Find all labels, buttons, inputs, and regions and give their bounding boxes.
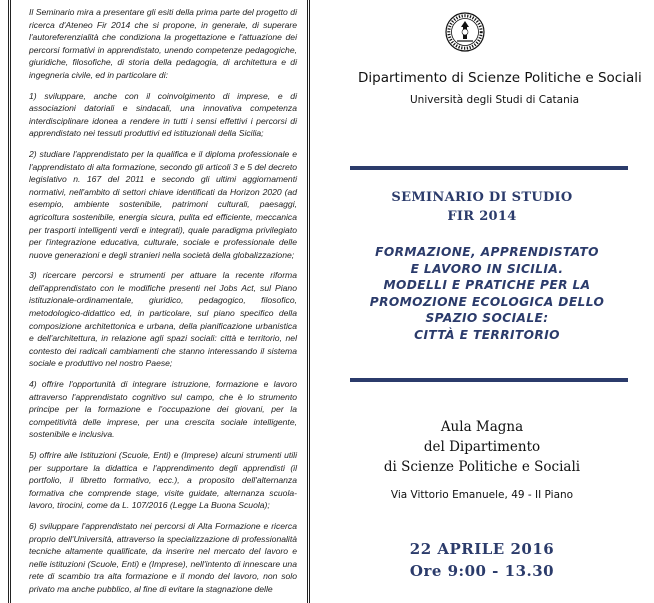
event-date: 22 APRILE 2016	[409, 540, 555, 558]
objective-2: 2) studiare l'apprendistato per la qualifica e il diploma professionale e l'apprendistato di alta formazione, secondo gli articoli 3 e 5 del decreto legislativo n. 167 del 2011 e secondo gli ultimi aggiornamenti normativi, nell'ambito di settori chiave identificati da Horizon 2020 (ad esempio, ambiente sostenibile, patrimoni culturali, paesaggi, agricoltura sostenibile, energia sicura, pulita ed efficiente, meccanica per trasporti intelligenti verdi e integrati), quale paradigma privilegiato per l'integrazione educativa, culturale, sociale e professionale delle nuove generazioni e degli stranieri nella società della globalizzazione;	[29, 148, 297, 260]
divider-bottom	[350, 378, 628, 382]
seminar-title: SEMINARIO DI STUDIO	[391, 190, 573, 205]
venue-department-name: di Scienze Politiche e Sociali	[383, 459, 581, 475]
venue-department: del Dipartimento	[423, 439, 541, 455]
seminar-year: FIR 2014	[447, 209, 517, 224]
venue-room: Aula Magna	[440, 419, 524, 435]
department-name: Dipartimento di Scienze Politiche e Sociali	[358, 70, 642, 86]
subtitle-line: PROMOZIONE ECOLOGICA DELLO	[369, 294, 605, 309]
university-name: Università degli Studi di Catania	[410, 94, 580, 106]
subtitle-line: CITTÀ E TERRITORIO	[414, 327, 560, 342]
intro-paragraph: Il Seminario mira a presentare gli esiti della prima parte del progetto di ricerca d'Ateneo Fir 2014 che si propone, in generale, di superare l'autoreferenzialità che condiziona la progettazione e l'attuazione dei percorsi formativi in apprendistato, unendo competenze pedagogiche, giuridiche, filosofiche, di storia della pedagogia, di architettura e di ingegneria civile, ed in particolare di:	[29, 7, 297, 80]
divider-top	[350, 166, 628, 170]
description-panel	[8, 0, 310, 603]
venue-address: Via Vittorio Emanuele, 49 - II Piano	[390, 489, 574, 501]
subtitle-line: FORMAZIONE, APPRENDISTATO	[375, 245, 599, 259]
seminar-subtitle	[332, 244, 642, 344]
objective-6: 6) sviluppare l'apprendistato nei percorsi di Alta Formazione e ricerca proprio dell'Università, attraverso la specializzazione di professionalità tecniche altamente qualificate, da inserire nel mercato del lavoro e nelle istituzioni (Scuole, Enti) e (Imprese), nell'intento di innescare una rete di scambio tra alta formazione e il mondo del lavoro, non solo privato ma anche pubblico, al fine di evitare la stagnazione delle	[29, 520, 297, 594]
objective-4: 4) offrire l'opportunità di integrare istruzione, formazione e lavoro attraverso l'apprendistato cognitivo sul campo, che è lo strumento principe per la formazione e l'occupazione dei giovani, per la competitività delle imprese, per una crescita sociale intelligente, sostenibile e inclusiva.	[29, 379, 297, 440]
title-panel	[310, 0, 654, 603]
objective-1: 1) sviluppare, anche con il coinvolgimento di imprese, e di associazioni datoriali e sindacali, una innovativa competenza interdisciplinare idonea a rendere in tutti i sensi effettivi i percorsi di apprendistato nei tessuti produttivi ed istituzionali della Sicilia;	[29, 90, 297, 139]
objective-5: 5) offrire alle Istituzioni (Scuole, Enti) e (Imprese) alcuni strumenti utili per supportare la didattica e l'apprendimento degli apprendisti (il portfolio, il libretto formativo, ecc.), a proposito dell'alternanza formativa che comprende stage, visite guidate, alternanza scuola-lavoro, tirocini, come da L. 107/2016 (Legge La Buona Scuola);	[29, 450, 297, 511]
subtitle-line: SPAZIO SOCIALE:	[425, 311, 549, 326]
university-seal-icon	[445, 12, 485, 52]
objective-3: 3) ricercare percorsi e strumenti per attuare la recente riforma dell'apprendistato con le modifiche presenti nel Jobs Act, sul Piano istituzionale-ordinamentale, giuridico, pedagogico, filosofico, metodologico-didattico ed, in particolare, sul piano specifico della composizione architettonica e urbana, della pianificazione urbanistica e dell'architettura, in relazione agli spazi sociali: città e territorio, nel contesto dei radicali cambiamenti che stanno interessando il sistema sociale e produttivo nel nostro Paese;	[29, 270, 297, 369]
subtitle-line: E LAVORO IN SICILIA.	[410, 261, 564, 276]
subtitle-line: MODELLI E PRATICHE PER LA	[383, 278, 591, 293]
event-time: Ore 9:00 - 13.30	[409, 562, 555, 580]
